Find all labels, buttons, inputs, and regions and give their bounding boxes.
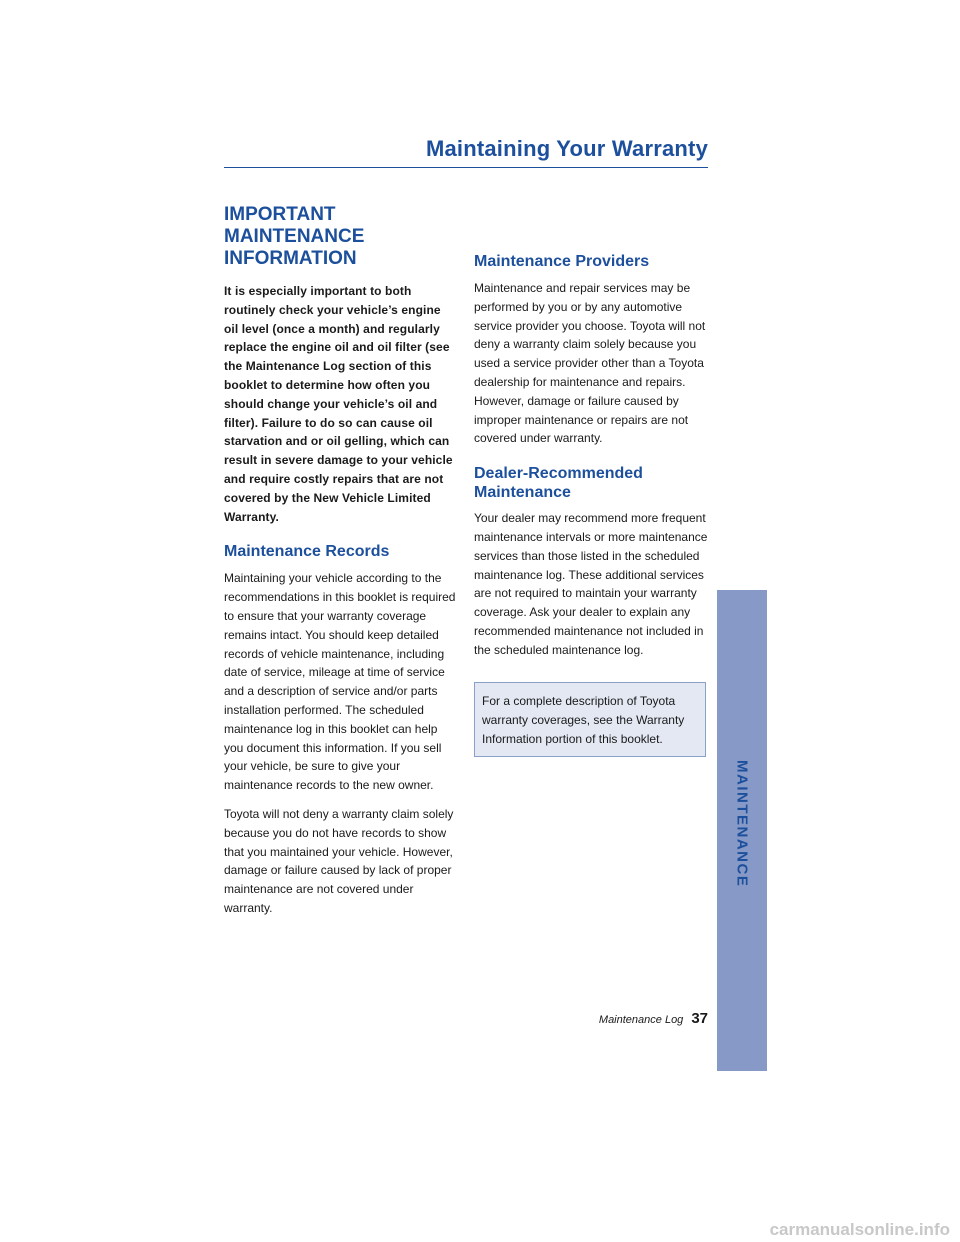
heading-line-1: IMPORTANT MAINTENANCE: [224, 204, 365, 247]
dealer-recommended-heading: [474, 464, 708, 502]
maintenance-records-paragraph-1: Maintaining your vehicle according to the recommendations in this booklet is required to ensure that your warranty coverage remains intact. You should keep detailed records of vehicle maintenance, including date of service, mileage at time of service and a description of service and/or parts installation performed. The scheduled maintenance log in this booklet can help you document this information. If you sell your vehicle, be sure to give your maintenance records to the new owner.: [224, 571, 456, 793]
important-maintenance-heading: [224, 204, 458, 270]
heading-line-2: INFORMATION: [224, 248, 357, 269]
warranty-note-box: [474, 682, 706, 757]
maintenance-providers-paragraph: Maintenance and repair services may be performed by you or by any automotive service provider you choose. Toyota will not deny a warranty claim solely because you used a service provider other than a Toyota dealership for maintenance and repairs. However, damage or failure caused by improper maintenance or repairs are not covered under warranty.: [474, 281, 706, 446]
warranty-note-text: For a complete description of Toyota warranty coverages, see the Warranty Information portion of this booklet.: [482, 694, 685, 746]
maintenance-providers-heading: Maintenance Providers: [474, 253, 650, 270]
dealer-heading-line-2: Maintenance: [474, 484, 571, 502]
watermark-text: carmanualsonline.info: [769, 1220, 950, 1239]
page-number: 37: [691, 1010, 708, 1027]
header-divider: [224, 167, 708, 168]
page-title: Maintaining Your Warranty: [425, 136, 708, 161]
page-footer: [560, 1010, 708, 1028]
maintenance-records-heading: Maintenance Records: [224, 543, 390, 561]
maintenance-records-paragraph-2: Toyota will not deny a warranty claim solely because you do not have records to show that you maintained your vehicle. However, damage or failure caused by lack of proper maintenance are not covered under warranty.: [224, 806, 454, 915]
right-column: [474, 252, 708, 660]
side-tab-label: MAINTENANCE: [733, 760, 751, 888]
oil-warning-paragraph: It is especially important to both routinely check your vehicle’s engine oil level (once a month) and regularly replace the engine oil and oil filter (see the Maintenance Log section of this booklet to determine how often you should change your vehicle’s oil and filter). Failure to do so can cause oil starvation and or oil gelling, which can result in severe damage to your vehicle and require costly repairs that are not covered by the New Vehicle Limited Warranty.: [224, 284, 453, 524]
footer-section-label: Maintenance Log: [598, 1014, 684, 1026]
left-column: [224, 204, 458, 918]
dealer-recommended-paragraph: Your dealer may recommend more frequent maintenance intervals or more maintenance services than those listed in the scheduled maintenance log. These additional services are not required to maintain your warranty coverage. Ask your dealer to explain any recommended maintenance not included in the scheduled maintenance log.: [474, 511, 708, 657]
dealer-heading-line-1: Dealer-Recommended: [474, 465, 643, 483]
